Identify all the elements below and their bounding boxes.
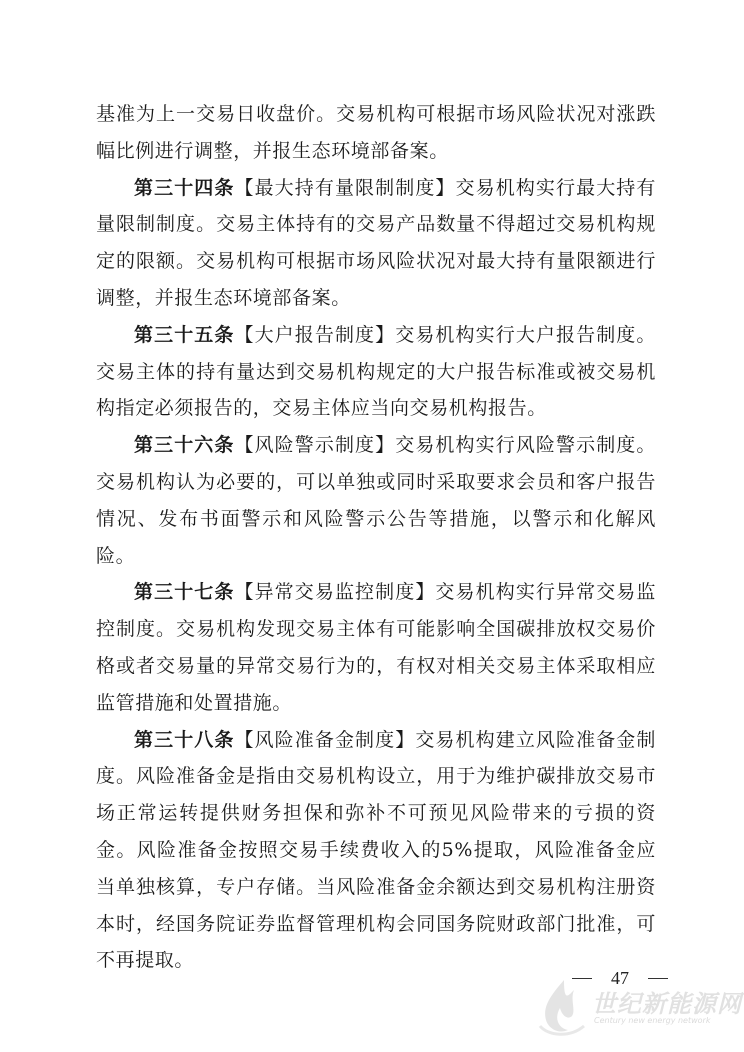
article-35	[96, 317, 656, 427]
paragraph-text: 【风险准备金制度】交易机构建立风险准备金制度。风险准备金是指由交易机构设立，用于为维护碳排放交易市场正常运转提供财务担保和弥补不可预见风险带来的亏损的资金。风险准备金按照交易手续费收入的5%提取，风险准备金应当单独核算，专户存储。当风险准备金余额达到交易机构注册资本时，经国务院证券监督管理机构会同国务院财政部门批准，可不再提取。	[96, 728, 656, 972]
paragraph-text: 【风险警示制度】交易机构实行风险警示制度。交易机构认为必要的，可以单独或同时采取要求会员和客户报告情况、发布书面警示和风险警示公告等措施，以警示和化解风险。	[96, 434, 656, 567]
article-number: 第三十五条	[134, 323, 235, 346]
article-34	[96, 170, 656, 317]
document-body	[96, 96, 656, 979]
article-36	[96, 427, 656, 574]
article-number: 第三十八条	[134, 728, 235, 751]
article-38	[96, 722, 656, 980]
watermark-subtext: Century new energy network	[594, 1016, 711, 1025]
article-37	[96, 574, 656, 721]
paragraph-text: 【最大持有量限制制度】交易机构实行最大持有量限制制度。交易主体持有的交易产品数量不得超过交易机构规定的限额。交易机构可根据市场风险状况对最大持有量限额进行调整，并报生态环境部备案。	[96, 176, 656, 309]
article-number: 第三十六条	[134, 434, 235, 457]
article-number: 第三十四条	[134, 176, 235, 199]
paragraph-text: 【异常交易监控制度】交易机构实行异常交易监控制度。交易机构发现交易主体有可能影响全国碳排放权交易价格或者交易量的异常交易行为的，有权对相关交易主体采取相应监管措施和处置措施。	[96, 581, 656, 714]
article-number: 第三十七条	[134, 581, 235, 604]
paragraph-continuation	[96, 96, 656, 170]
flame-logo-icon	[534, 976, 590, 1038]
paragraph-text: 【大户报告制度】交易机构实行大户报告制度。交易主体的持有量达到交易机构规定的大户报告标准或被交易机构指定必须报告的，交易主体应当向交易机构报告。	[96, 323, 656, 420]
paragraph-text: 基准为上一交易日收盘价。交易机构可根据市场风险状况对涨跌幅比例进行调整，并报生态环境部备案。	[96, 103, 656, 162]
watermark-text: 世纪新能源网	[592, 990, 742, 1018]
watermark	[530, 976, 740, 1046]
page-number-value: 47	[611, 968, 629, 988]
